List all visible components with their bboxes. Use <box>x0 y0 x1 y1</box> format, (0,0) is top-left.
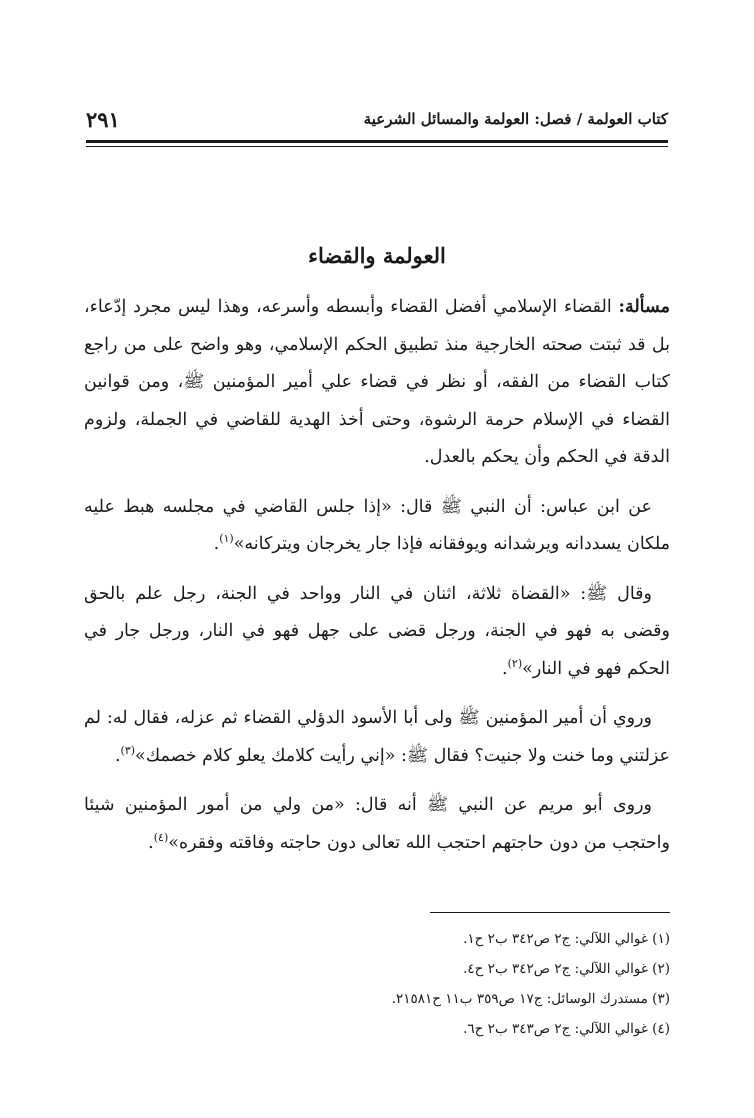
footnotes <box>84 924 670 1044</box>
footnote-3: (٣) مستدرك الوسائل: ج١٧ ص٣٥٩ ب١١ ح٢١٥٨١. <box>391 991 670 1007</box>
footnote-separator <box>430 912 670 913</box>
body-text <box>84 289 670 874</box>
paragraph-1 <box>84 289 670 477</box>
page-header <box>86 104 668 134</box>
paragraph-2-text: عن ابن عباس: أن النبي ﷺ قال: «إذا جلس القاضي في مجلسه هبط عليه ملكان يسددانه ويرشدانه ويوفقانه فإذا جار يخرجان ويتركانه» <box>84 496 670 554</box>
paragraph-2: عن ابن عباس: أن النبي ﷺ قال: «إذا جلس القاضي في مجلسه هبط عليه ملكان يسددانه ويرشدانه ويوفقانه فإذا جار يخرجان ويتركانه»$^{(١)}$. <box>84 496 670 554</box>
paragraph-1-text: القضاء الإسلامي أفضل القضاء وأبسطه وأسرعه، وهذا ليس مجرد إدّعاء، بل قد ثبتت صحته الخارجية منذ تطبيق الحكم الإسلامي، وهو واضح على من راجع كتاب القضاء من الفقه، أو نظر في قضاء علي أمير المؤمنين ﷺ، ومن قوانين القضاء في الإسلام حرمة الرشوة، وحتى أخذ الهدية للقاضي في الجملة، ولزوم الدقة في الحكم وأن يحكم بالعدل. <box>84 297 670 467</box>
footnote-ref-3[interactable]: (٣) <box>120 743 136 757</box>
paragraph-5: وروى أبو مريم عن النبي ﷺ أنه قال: «من ولي من أمور المؤمنين شيئا واحتجب من دون حاجتهم احتجب الله تعالى دون حاجته وفاقته وفقره»$^{(٤)}$. <box>84 795 670 853</box>
footnote-ref-4[interactable]: (٤) <box>153 830 169 844</box>
header-rule-thin <box>86 146 668 147</box>
footnote-2: (٢) غوالي اللآلي: ج٢ ص٣٤٢ ب٢ ح٤. <box>463 961 670 977</box>
footnote-ref-1[interactable]: (١) <box>219 532 234 546</box>
header-rule-thick <box>86 140 668 143</box>
issue-label: مسألة: <box>618 297 670 317</box>
footnote-1: (١) غوالي اللآلي: ج٢ ص٣٤٢ ب٢ ح١. <box>463 931 670 947</box>
paragraph-3: وقال ﷺ: «القضاة ثلاثة، اثنان في النار وواحد في الجنة، رجل علم بالحق وقضى به فهو في الجنة، ورجل قضى على جهل فهو في النار، ورجل جار في الحكم فهو في النار»$^{(٢)}$. <box>84 583 670 679</box>
paragraph-4-text: وروي أن أمير المؤمنين ﷺ ولى أبا الأسود الدؤلي القضاء ثم عزله، فقال له: لم عزلتني وما خنت ولا جنيت؟ فقال ﷺ: «إني رأيت كلامك يعلو كلام خصمك» <box>84 708 670 766</box>
footnote-ref-2[interactable]: (٢) <box>507 656 523 670</box>
section-title: العولمة والقضاء <box>308 243 446 268</box>
page-number: ٢٩١ <box>86 106 120 132</box>
running-title: كتاب العولمة / فصل: العولمة والمسائل الشرعية <box>363 110 668 128</box>
paragraph-3-text: وقال ﷺ: «القضاة ثلاثة، اثنان في النار وواحد في الجنة، رجل علم بالحق وقضى به فهو في الجنة، ورجل قضى على جهل فهو في النار، ورجل جار في الحكم فهو في النار» <box>84 583 670 679</box>
paragraph-4: وروي أن أمير المؤمنين ﷺ ولى أبا الأسود الدؤلي القضاء ثم عزله، فقال له: لم عزلتني وما خنت ولا جنيت؟ فقال ﷺ: «إني رأيت كلامك يعلو كلام خصمك»$^{(٣)}$. <box>84 708 670 766</box>
footnote-4: (٤) غوالي اللآلي: ج٢ ص٣٤٣ ب٢ ح٦. <box>463 1021 670 1037</box>
paragraph-5-text: وروى أبو مريم عن النبي ﷺ أنه قال: «من ولي من أمور المؤمنين شيئا واحتجب من دون حاجتهم احتجب الله تعالى دون حاجته وفاقته وفقره» <box>84 795 670 853</box>
